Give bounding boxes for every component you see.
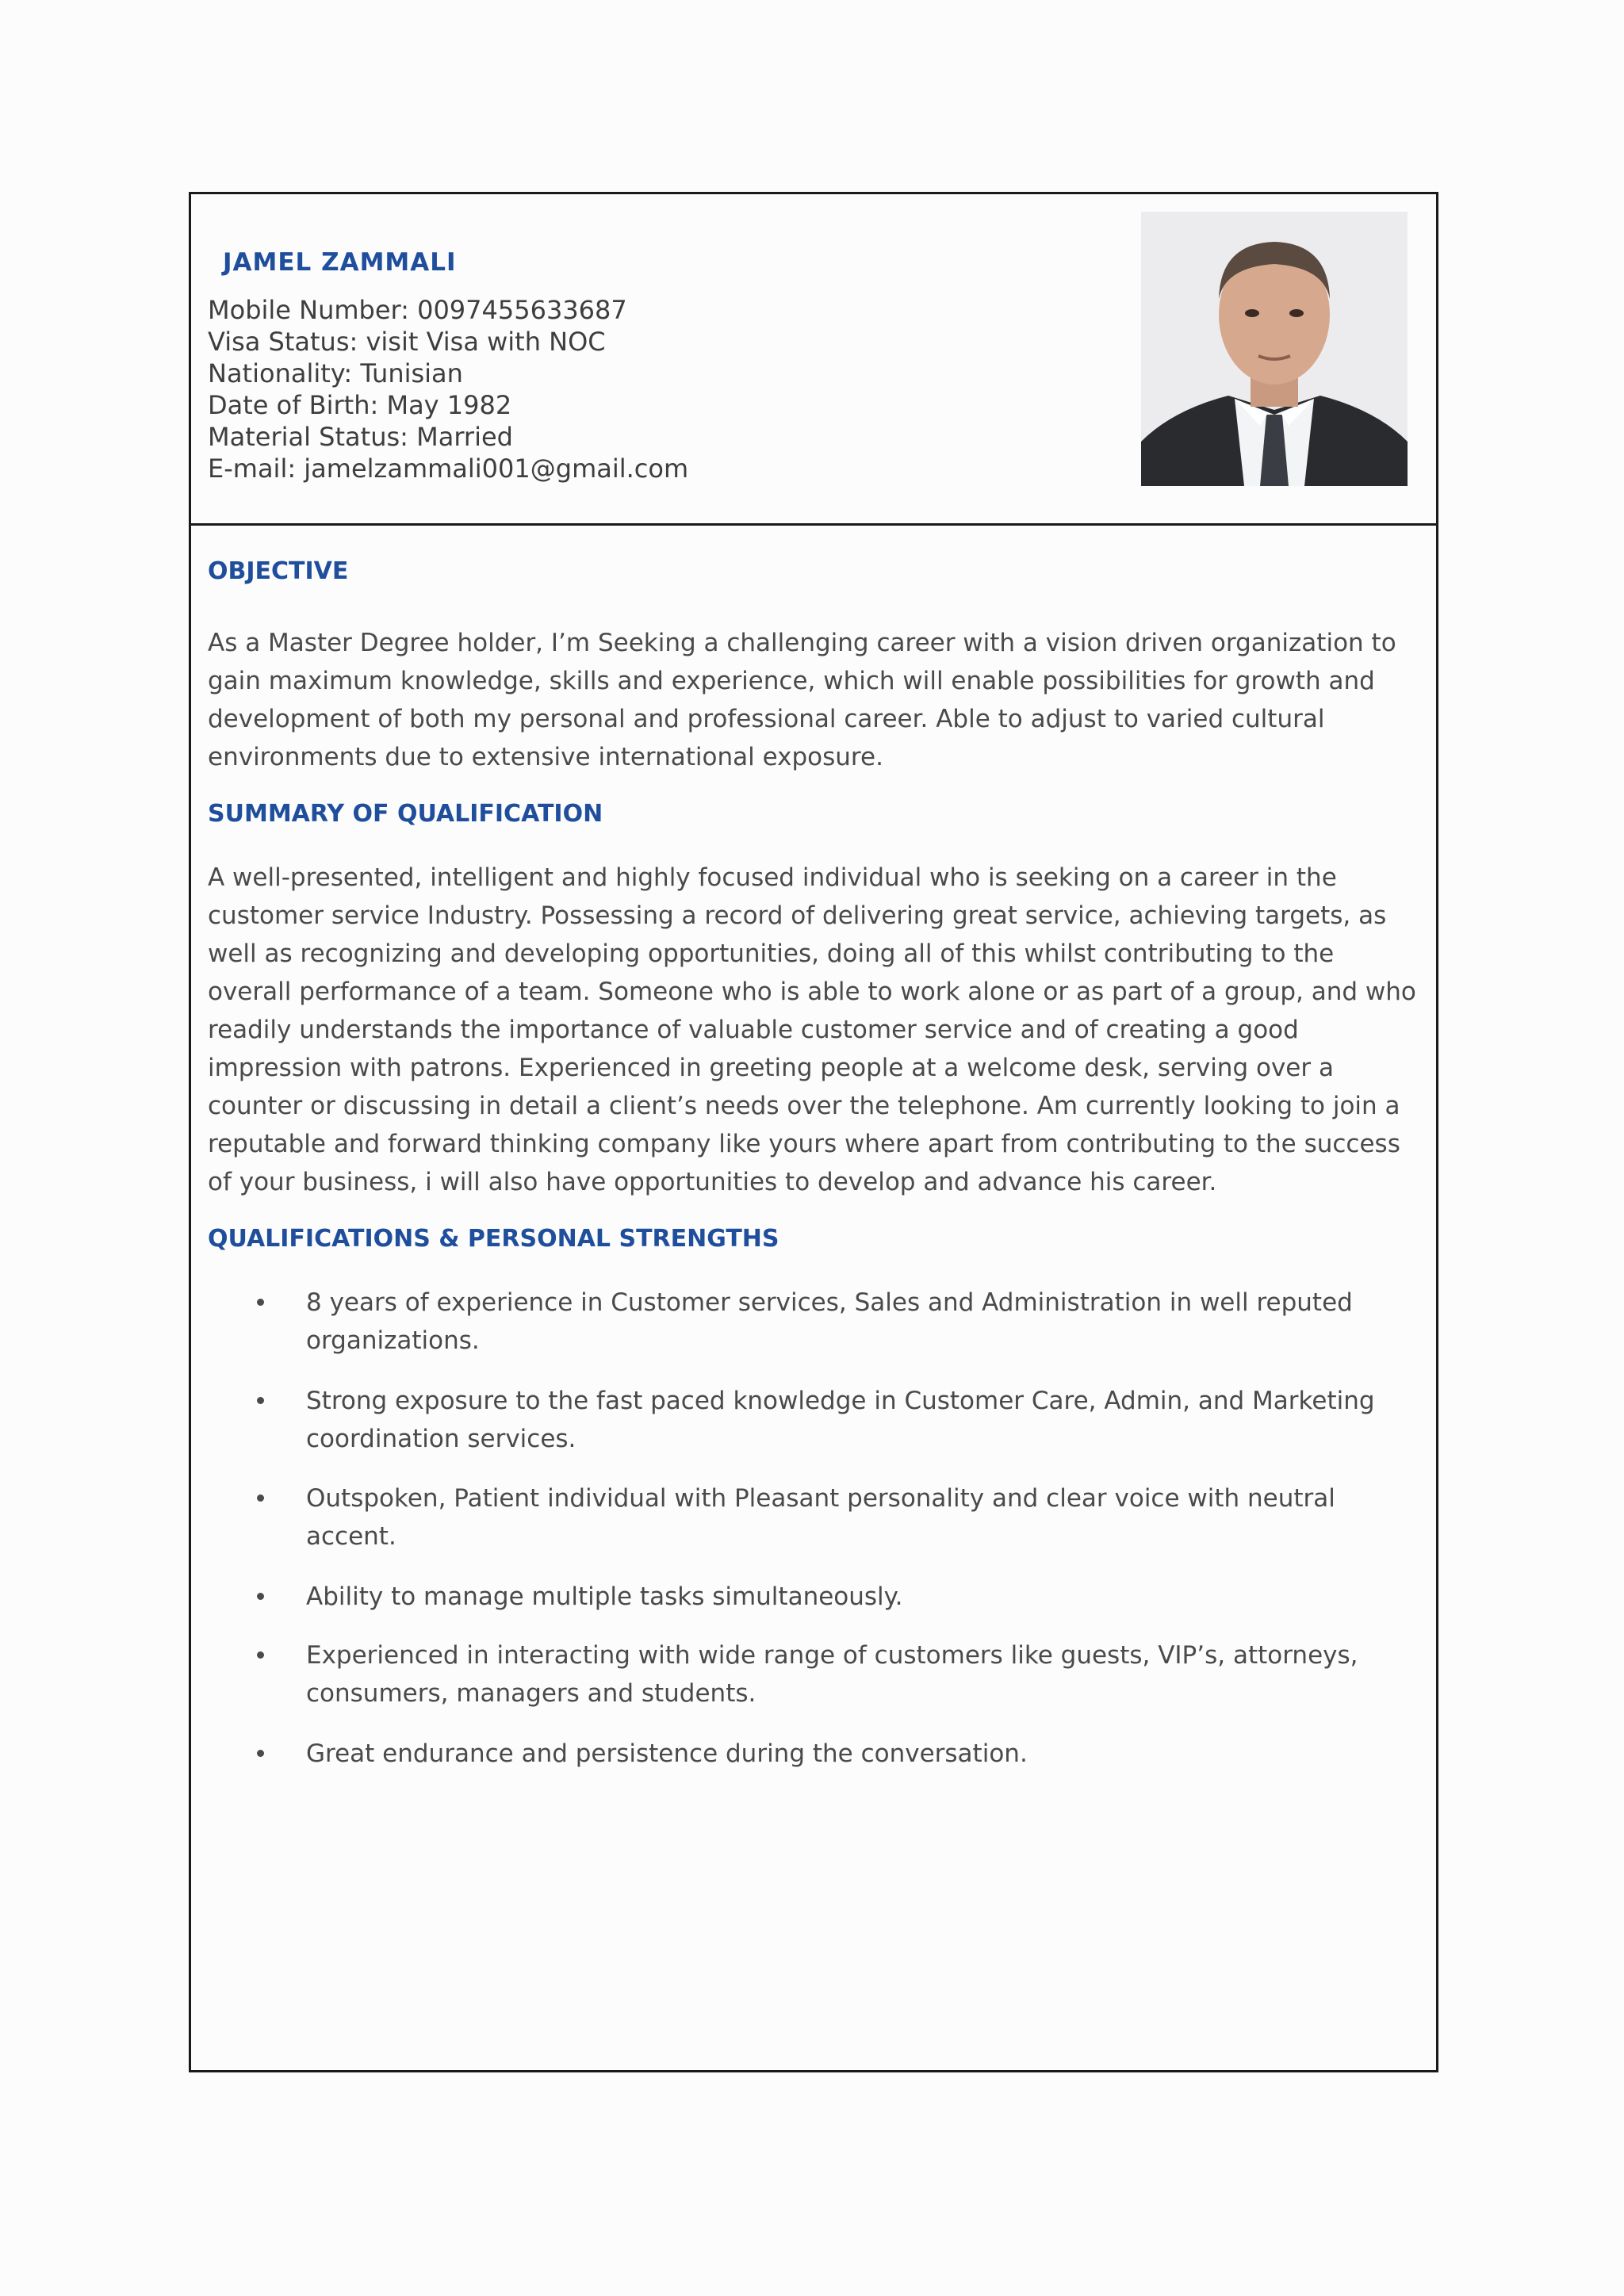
resume-frame — [189, 192, 1438, 2072]
objective-heading: OBJECTIVE — [208, 557, 349, 585]
list-item-text: Strong exposure to the fast paced knowledge in Customer Care, Admin, and Marketing — [306, 1387, 1375, 1415]
summary-text — [208, 859, 1421, 1201]
email: E-mail: jamelzammali001@gmail.com — [208, 453, 689, 484]
objective-line: gain maximum knowledge, skills and experience, which will enable possibilities for growth and — [208, 667, 1375, 695]
profile-photo — [1141, 212, 1408, 486]
contact-info — [208, 294, 688, 484]
candidate-name: JAMEL ZAMMALI — [223, 248, 457, 277]
mobile-number: Mobile Number: 0097455633687 — [208, 295, 627, 325]
summary-line: customer service Industry. Possessing a record of delivering great service, achieving targets, as — [208, 901, 1387, 930]
list-item-text: Great endurance and persistence during the conversation. — [306, 1739, 1028, 1768]
nationality: Nationality: Tunisian — [208, 358, 463, 388]
objective-line: environments due to extensive international exposure. — [208, 743, 883, 771]
list-item-text: Experienced in interacting with wide range of customers like guests, VIP’s, attorneys, — [306, 1641, 1358, 1670]
visa-status: Visa Status: visit Visa with NOC — [208, 327, 606, 357]
summary-line: counter or discussing in detail a client’s needs over the telephone. Am currently looking to join a — [208, 1092, 1400, 1120]
list-item-text: coordination services. — [306, 1425, 576, 1453]
list-item-text: Outspoken, Patient individual with Pleasant personality and clear voice with neutral — [306, 1484, 1335, 1513]
list-item-text: consumers, managers and students. — [306, 1679, 756, 1708]
bullet-icon — [257, 1593, 264, 1600]
objective-line: development of both my personal and professional career. Able to adjust to varied cultural — [208, 705, 1325, 733]
bullet-icon — [257, 1299, 264, 1306]
marital-status: Material Status: Married — [208, 422, 513, 452]
summary-line: A well-presented, intelligent and highly focused individual who is seeking on a career in the — [208, 863, 1337, 892]
summary-heading: SUMMARY OF QUALIFICATION — [208, 800, 603, 828]
summary-line: overall performance of a team. Someone who is able to work alone or as part of a group, and who — [208, 978, 1416, 1006]
objective-line: As a Master Degree holder, I’m Seeking a challenging career with a vision driven organization to — [208, 629, 1396, 657]
bullet-icon — [257, 1397, 264, 1404]
bullet-icon — [257, 1750, 264, 1757]
resume-header — [191, 194, 1436, 526]
summary-line: well as recognizing and developing opportunities, doing all of this whilst contributing to the — [208, 939, 1335, 968]
summary-line: readily understands the importance of valuable customer service and of creating a good — [208, 1016, 1299, 1044]
list-item-text: organizations. — [306, 1326, 480, 1355]
list-item-text: 8 years of experience in Customer services, Sales and Administration in well reputed — [306, 1288, 1353, 1317]
strengths-heading: QUALIFICATIONS & PERSONAL STRENGTHS — [208, 1225, 779, 1253]
bullet-icon — [257, 1651, 264, 1659]
bullet-icon — [257, 1494, 264, 1502]
list-item-text: Ability to manage multiple tasks simultaneously. — [306, 1582, 903, 1611]
list-item-text: accent. — [306, 1522, 396, 1551]
objective-text — [208, 624, 1421, 776]
summary-line: of your business, i will also have opportunities to develop and advance his career. — [208, 1168, 1217, 1196]
summary-line: reputable and forward thinking company like yours where apart from contributing to the success — [208, 1130, 1400, 1158]
date-of-birth: Date of Birth: May 1982 — [208, 390, 512, 420]
summary-line: impression with patrons. Experienced in greeting people at a welcome desk, serving over a — [208, 1054, 1334, 1082]
